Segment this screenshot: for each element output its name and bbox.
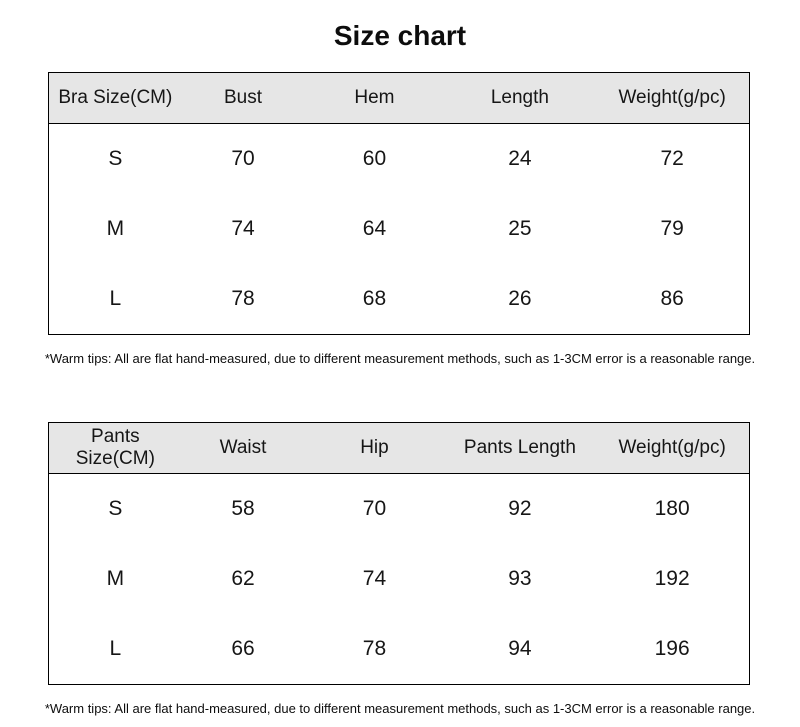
table-cell-hip: 74	[362, 567, 387, 590]
table-cell-weight: 192	[654, 567, 690, 590]
table-cell-hip: 70	[362, 497, 387, 520]
table-cell-length: 25	[508, 217, 532, 240]
table-cell-bust: 74	[231, 217, 255, 240]
column-header-pants-size: Pants Size(CM)	[49, 423, 182, 474]
column-header-weight: Weight(g/pc)	[595, 73, 749, 124]
column-header-pants-length: Pants Length	[445, 423, 596, 474]
warm-tips-note-pants: *Warm tips: All are flat hand-measured, due to different measurement methods, such as 1-3CM error is a reasonable range.	[44, 701, 756, 716]
table-cell-size: S	[108, 147, 123, 170]
table-cell-pants-length: 94	[508, 637, 532, 660]
table-row-s	[49, 474, 750, 545]
table-cell-size: S	[108, 497, 123, 520]
column-header-hip: Hip	[304, 423, 444, 474]
table-cell-weight: 196	[654, 637, 690, 660]
column-header-bra-size: Bra Size(CM)	[49, 73, 182, 124]
table-cell-length: 26	[508, 287, 532, 310]
table-cell-waist: 58	[231, 497, 255, 520]
table-cell-weight: 180	[654, 497, 690, 520]
column-header-weight: Weight(g/pc)	[595, 423, 749, 474]
table-cell-weight: 86	[660, 287, 684, 310]
table-row-s	[49, 124, 750, 195]
column-header-length: Length	[445, 73, 596, 124]
pants-table-header-row	[49, 423, 750, 474]
table-cell-waist: 66	[231, 637, 255, 660]
table-row-l	[49, 614, 750, 685]
table-cell-pants-length: 93	[508, 567, 532, 590]
warm-tips-note-bra: *Warm tips: All are flat hand-measured, due to different measurement methods, such as 1-3CM error is a reasonable range.	[44, 351, 756, 366]
table-cell-hem: 60	[362, 147, 387, 170]
table-cell-weight: 72	[660, 147, 684, 170]
bra-table-header-row	[49, 73, 750, 124]
table-cell-pants-length: 92	[508, 497, 532, 520]
table-cell-hip: 78	[362, 637, 387, 660]
column-header-bust: Bust	[182, 73, 305, 124]
table-row-l	[49, 264, 750, 335]
column-header-hem: Hem	[304, 73, 444, 124]
table-cell-bust: 70	[231, 147, 255, 170]
table-cell-size: L	[109, 287, 122, 310]
table-cell-length: 24	[508, 147, 532, 170]
table-cell-waist: 62	[231, 567, 255, 590]
pants-size-table	[48, 422, 750, 685]
page-title: Size chart	[333, 20, 467, 51]
table-row-m	[49, 544, 750, 614]
table-cell-weight: 79	[660, 217, 684, 240]
table-cell-size: M	[106, 567, 125, 590]
bra-size-table	[48, 72, 750, 335]
table-cell-bust: 78	[231, 287, 255, 310]
column-header-waist: Waist	[182, 423, 305, 474]
table-cell-size: L	[109, 637, 122, 660]
table-cell-hem: 64	[362, 217, 387, 240]
table-cell-hem: 68	[362, 287, 387, 310]
table-row-m	[49, 194, 750, 264]
table-cell-size: M	[106, 217, 125, 240]
